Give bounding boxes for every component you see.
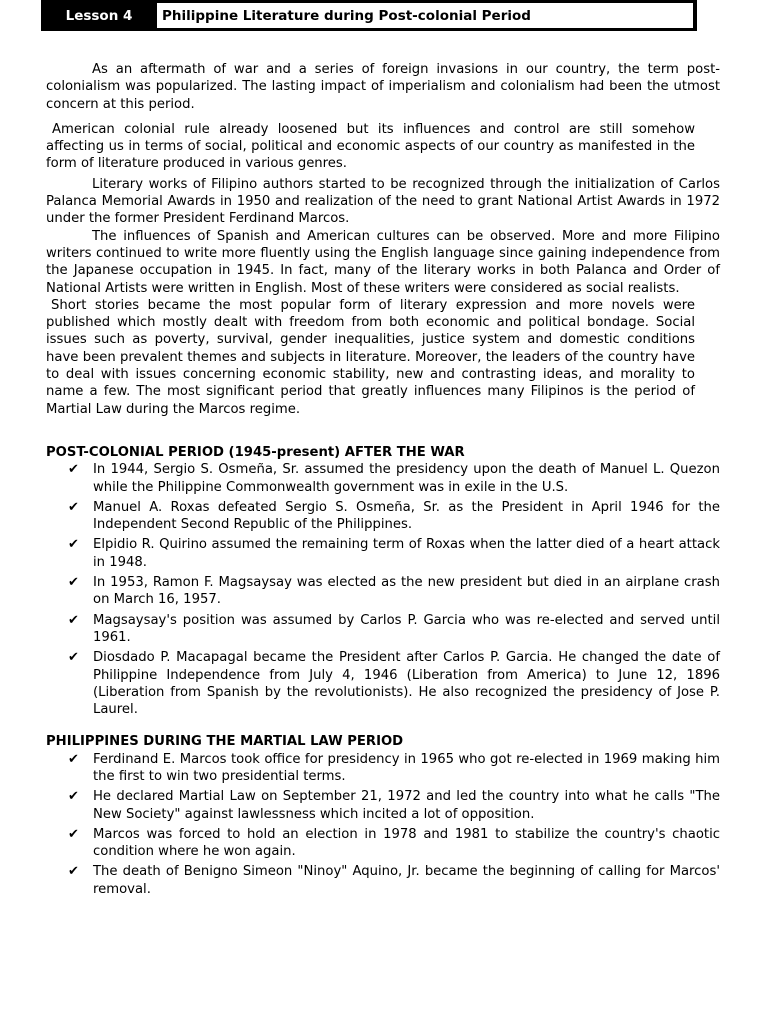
section-heading-post-colonial: POST-COLONIAL PERIOD (1945-present) AFTER THE WAR	[46, 444, 465, 460]
list-item-text: Diosdado P. Macapagal became the President after Carlos P. Garcia. He changed the date of Philippine Independence from July 4, 1946 (Liberation from America) to June 12, 1896 (Liberation from Spanish by the revolutionists). He also recognized the presidency of Jose P. Laurel.	[93, 650, 720, 718]
list-item	[46, 574, 720, 609]
checkmark-icon: ✔	[68, 499, 79, 515]
list-item	[46, 612, 720, 647]
checkmark-icon: ✔	[68, 826, 79, 842]
list-item	[46, 788, 720, 823]
intro-paragraph-2: American colonial rule already loosened but its influences and control are still somehow affecting us in terms of social, political and economic aspects of our country as manifested in the form of literature produced in various genres.	[46, 121, 695, 172]
section-heading-martial-law: PHILIPPINES DURING THE MARTIAL LAW PERIOD	[46, 734, 404, 750]
intro-paragraph-4: The influences of Spanish and American cultures can be observed. More and more Filipino writers continued to write more fluently using the English language since gaining independence from the Japanese occupation in 1945. In fact, many of the literary works in both Palanca and Order of National Artists were written in English. Most of these writers were considered as social realists.	[46, 228, 720, 296]
list-item-text: Ferdinand E. Marcos took office for presidency in 1965 who got re-elected in 1969 making him the first to win two presidential terms.	[93, 751, 720, 784]
checkmark-icon: ✔	[68, 751, 79, 767]
checkmark-icon: ✔	[68, 462, 79, 478]
lesson-header	[41, 0, 697, 31]
list-item-text: Elpidio R. Quirino assumed the remaining term of Roxas when the latter died of a heart attack in 1948.	[93, 537, 720, 570]
document-body	[46, 61, 720, 901]
checkmark-icon: ✔	[68, 612, 79, 628]
intro-paragraph-3: Literary works of Filipino authors started to be recognized through the initialization of Carlos Palanca Memorial Awards in 1950 and realization of the need to grant National Artist Awards in 1972 under the former President Ferdinand Marcos.	[46, 176, 720, 227]
list-item-text: Marcos was forced to hold an election in 1978 and 1981 to stabilize the country's chaotic condition where he won again.	[93, 826, 720, 860]
list-item-text: In 1953, Ramon F. Magsaysay was elected as the new president but died in an airplane crash on March 16, 1957.	[93, 575, 720, 608]
list-item	[46, 536, 720, 571]
intro-paragraph-5: Short stories became the most popular form of literary expression and more novels were published which mostly dealt with freedom from both economic and political bondage. Social issues such as poverty, survival, gender inequalities, justice system and domestic conditions have been prevalent themes and subjects in literature. Moreover, the leaders of the country have to deal with issues concerning economic stability, new and contrasting ideas, and morality to name a few. The most significant period that greatly influences many Filipinos is the period of Martial Law during the Marcos regime.	[46, 297, 695, 417]
checkmark-icon: ✔	[68, 575, 79, 591]
martial-law-list	[46, 751, 720, 898]
checkmark-icon: ✔	[68, 537, 79, 553]
post-colonial-list	[46, 461, 720, 718]
list-item	[46, 499, 720, 534]
list-item-text: In 1944, Sergio S. Osmeña, Sr. assumed the presidency upon the death of Manuel L. Quezon while the Philippine Commonwealth government was in exile in the U.S.	[93, 462, 720, 495]
checkmark-icon: ✔	[68, 650, 79, 666]
list-item	[46, 649, 720, 718]
list-item	[46, 826, 720, 861]
intro-paragraph-1: As an aftermath of war and a series of foreign invasions in our country, the term post-colonialism was popularized. The lasting impact of imperialism and colonialism had been the utmost concern at this period.	[46, 62, 720, 112]
list-item-text: Manuel A. Roxas defeated Sergio S. Osmeña, Sr. as the President in April 1946 for the Independent Second Republic of the Philippines.	[93, 499, 720, 533]
list-item-text: The death of Benigno Simeon "Ninoy" Aquino, Jr. became the beginning of calling for Marcos' removal.	[93, 864, 720, 897]
lesson-number: Lesson 4	[65, 8, 133, 24]
checkmark-icon: ✔	[68, 864, 79, 880]
checkmark-icon: ✔	[68, 789, 79, 805]
list-item-text: Magsaysay's position was assumed by Carlos P. Garcia who was re-elected and served until 1961.	[93, 612, 720, 645]
lesson-title: Philippine Literature during Post-colonial Period	[157, 3, 693, 28]
list-item	[46, 751, 720, 786]
list-item	[46, 461, 720, 496]
list-item-text: He declared Martial Law on September 21, 1972 and led the country into what he calls "The New Society" against lawlessness which incited a lot of opposition.	[93, 789, 720, 822]
list-item	[46, 863, 720, 898]
